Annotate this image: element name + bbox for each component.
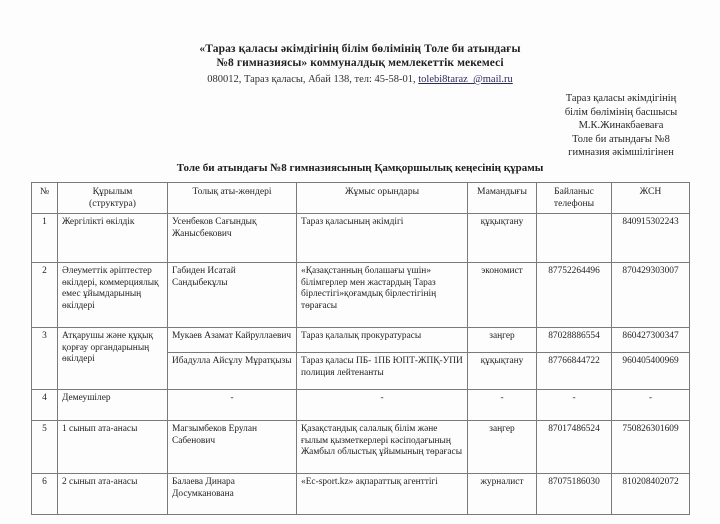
institution-address: 080012, Тараз қаласы, Абай 138, тел: 45-58-01, [207,74,419,85]
addressee-block [530,92,712,160]
cell-phone [537,214,612,263]
addressee-line-3: М.К.Жинакбаеваға [578,120,664,131]
council-table-wrapper [31,182,689,515]
cell-structure: Жергілікті өкілдік [58,214,168,263]
cell-specialty: журналист [468,474,537,515]
cell-num: 3 [32,328,58,390]
header-structure-line-1: Құрылым [92,186,133,197]
institution-name-line-2: №8 гимназиясы» коммуналдық мемлекеттік мекемесі [216,57,504,69]
header-num: № [32,183,58,214]
cell-fullname: Балаева Динара Досумканована [168,474,297,515]
cell-num: 2 [32,263,58,328]
cell-num: 4 [32,390,58,421]
cell-specialty: - [468,390,537,421]
addressee-line-2: білім бөлімінің басшысы [564,106,678,118]
institution-name-line-1: «Тараз қаласы әкімдігінің білім бөлімінің Толе би атындағы [199,43,521,55]
table-row [32,474,690,515]
institution-contact-line [0,72,720,88]
cell-specialty: экономист [468,263,537,328]
cell-iin: 960405400969 [612,353,690,390]
cell-fullname: Магзымбеков Ерулан Сабенович [168,421,297,474]
cell-specialty: заңгер [468,421,537,474]
cell-num: 6 [32,474,58,515]
cell-phone: 87766844722 [537,353,612,390]
cell-phone: - [537,390,612,421]
cell-specialty: заңгер [468,328,537,353]
cell-fullname: Усенбеков Сағындық Жанысбекович [168,214,297,263]
header-iin: ЖСН [612,183,690,214]
cell-specialty: құқықтану [468,353,537,390]
cell-workplace: «Ec-sport.kz» ақпараттық агенттігі [297,474,468,515]
cell-workplace: - [297,390,468,421]
cell-structure: 1 сынып ата-анасы [58,421,168,474]
cell-workplace: «Қазақстанның болашағы үшін» білімгерлер мен жастардың Тараз бірлестігі»қоғамдық бірлестігінің төрағасы [297,263,468,328]
cell-iin: 860427300347 [612,328,690,353]
header-workplace: Жұмыс орындары [297,183,468,214]
cell-workplace: Қазақстандық салалық білім және ғылым қызметкерлері кәсіподағының Жамбыл облыстық ұйымының төрағасы [297,421,468,474]
header-phone-line-2: телефоны [553,197,595,209]
table-body [32,214,690,515]
header-fullname: Толық аты-жөндері [168,183,297,214]
cell-iin: 810208402072 [612,474,690,515]
table-row [32,390,690,421]
cell-num: 5 [32,421,58,474]
header-phone-line-1: Байланыс [554,186,594,197]
table-title: Толе би атындағы №8 гимназиясының Қамқоршылық кеңесінің құрамы [176,162,544,174]
cell-iin: - [612,390,690,421]
cell-specialty: құқықтану [468,214,537,263]
cell-phone: 87017486524 [537,421,612,474]
cell-fullname: Ибадулла Айсұлу Мұратқызы [168,353,297,390]
institution-email-link[interactable]: tolebi8taraz_@mail.ru [418,74,513,85]
table-row [32,421,690,474]
cell-fullname: Мукаев Азамат Кайруллаевич [168,328,297,353]
header-phone [537,183,612,214]
cell-phone: 87075186030 [537,474,612,515]
table-row [32,263,690,328]
cell-iin: 750826301609 [612,421,690,474]
cell-fullname: Габиден Исатай Сандыбекұлы [168,263,297,328]
cell-iin: 840915302243 [612,214,690,263]
header-structure-line-2: (структура) [89,197,136,209]
cell-structure: Әлеуметтік әріптестер өкілдері, коммерциялық емес ұйымдарының өкілдері [58,263,168,328]
cell-workplace: Тараз қаласының әкімдігі [297,214,468,263]
cell-structure: 2 сынып ата-анасы [58,474,168,515]
cell-structure: Демеушілер [58,390,168,421]
cell-num: 1 [32,214,58,263]
addressee-line-5: гимназия әкімшілігінен [568,147,674,158]
cell-phone: 87028886554 [537,328,612,353]
cell-iin: 870429303007 [612,263,690,328]
header-structure [58,183,168,214]
cell-structure: Атқарушы және құқық қорғау органдарының өкілдері [58,328,168,390]
document-header [0,0,720,88]
header-specialty: Мамандығы [468,183,537,214]
cell-fullname: - [168,390,297,421]
table-row [32,328,690,353]
addressee-line-4: Толе би атындағы №8 [572,133,670,145]
cell-phone: 87752264496 [537,263,612,328]
cell-workplace: Тараз қаласы ПБ- 1ПБ ЮПТ-ЖПҚ-УПИ полиция лейтенанты [297,353,468,390]
cell-workplace: Тараз қалалық прокуратурасы [297,328,468,353]
table-header-row [32,183,690,214]
addressee-line-1: Тараз қаласы әкімдігінің [565,93,677,104]
council-table [31,182,690,515]
table-row [32,214,690,263]
